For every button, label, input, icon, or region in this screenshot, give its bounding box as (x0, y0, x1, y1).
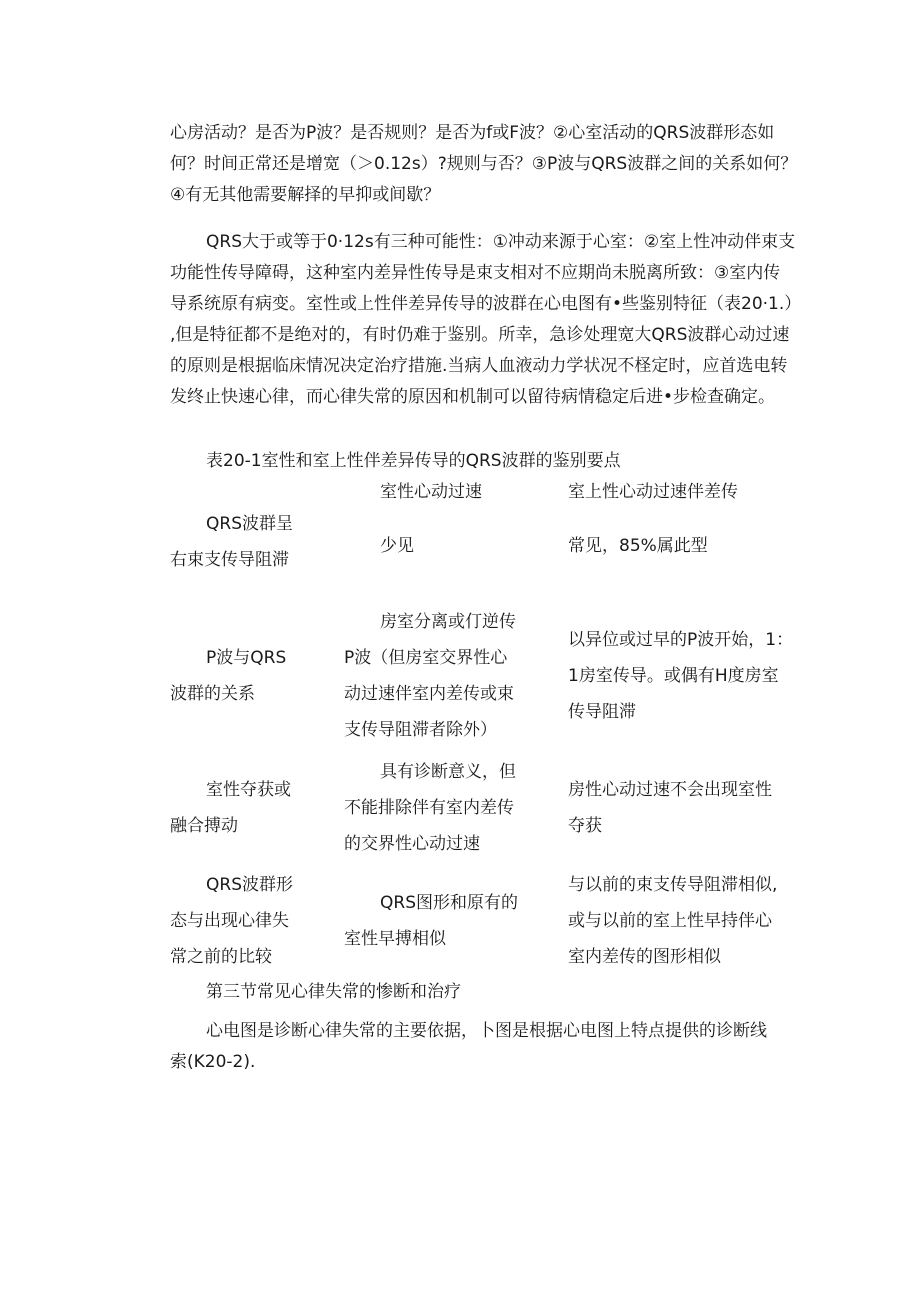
text-line: ,但是特征都不是绝对的，有时仍难于鉴别。所幸，急诊处理宽大QRS波群心动过速 (170, 325, 790, 345)
table-row-3-vt: 具有诊断意义，但 不能排除伴有室内差传 的交界性心动过速 (344, 762, 516, 854)
table-row-2-vt: 房室分离或仃逆传 P波（但房室交界性心 动过速伴室内差传或束 支传导阻滞者除外） (344, 612, 516, 740)
text-line: QRS大于或等于0·12s有三种可能性：①冲动来源于心室：②室上性冲动伴束支 (206, 232, 796, 252)
table-row-1-svt: 常见，85%属此型 (568, 536, 708, 556)
text-line: ④有无其他需要解择的早抑或间歇？ (170, 185, 441, 205)
text-line: 功能性传导障碍，这种室内差异性传导是束支相对不应期尚未脱离所致：③室内传 (170, 263, 781, 283)
text-line: 心电图是诊断心律失常的主要依据，卜图是根据心电图上特点提供的诊断线 (206, 1021, 767, 1041)
table-row-2-svt: 以异位或过早的P波开始，1： 1房室传导。或偶有H度房室 传导阻滞 (568, 630, 794, 722)
paragraph-3 (170, 1016, 795, 1078)
table-row-3-svt: 房性心动过速不会出现室性 夺获 (568, 780, 772, 836)
text-line: 的原则是根据临床情况决定治疗措施.当病人血液动力学状况不柽定时，应首选电转 (170, 356, 788, 376)
table-row-2-feature: P波与QRS 波群的关系 (170, 648, 287, 704)
table-row-4-vt: QRS图形和原有的 室性早搏相似 (344, 893, 518, 949)
table-caption: 表20-1室性和室上性伴差异传导的QRS波群的鉴别要点 (206, 451, 621, 471)
table-row-4-feature: QRS波群形 态与出现心律失 常之前的比较 (170, 875, 293, 967)
table-row-4-svt: 与以前的束支传导阻滞相似, 或与以前的室上性早持伴心 室内差传的图形相似 (568, 875, 778, 967)
text-line: 何？时间正常还是增宽（＞0.12s）?规则与否？③P波与QRS波群之间的关系如何？ (170, 154, 798, 174)
table-row-1-vt: 少见 (380, 536, 414, 556)
text-line: 导系统原有病变。室性或上性伴差异传导的波群在心电图有•些鉴别特征（表20·1.） (170, 294, 802, 314)
text-line: 索(K20-2). (170, 1052, 256, 1072)
paragraph-2 (170, 227, 802, 413)
section-heading: 第三节常见心律失常的惨断和治疗 (206, 982, 461, 1002)
text-line: 发终止快速心律，而心律失常的原因和机制可以留待病情稳定后进•步检查确定。 (170, 387, 776, 407)
table-row-3-feature: 室性夺获或 融合搏动 (170, 780, 291, 836)
paragraph-1 (170, 118, 798, 211)
table-header-svt: 室上性心动过速伴差传 (568, 482, 738, 502)
table-row-1-feature: QRS波群呈 右束支传导阻滞 (170, 514, 293, 570)
text-line: 心房活动？是否为P波？是否规则？是否为f或F波？②心室活动的QRS波群形态如 (170, 123, 775, 143)
table-header-vt: 室性心动过速 (380, 482, 482, 502)
